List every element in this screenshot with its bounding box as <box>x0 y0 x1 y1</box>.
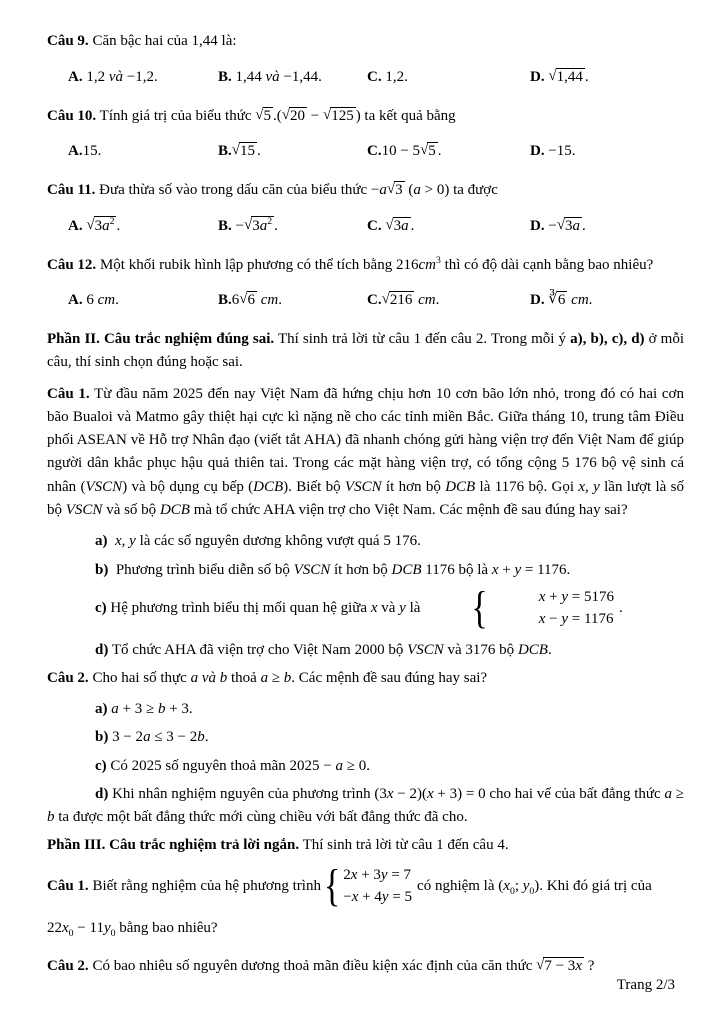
question-12-text: Một khối rubik hình lập phương có thể tích bằng $216cm^3$ thì có độ dài cạnh bằng bao nhiêu? <box>99 254 654 273</box>
question-11-label: Câu 11. <box>47 182 96 198</box>
question-10-text: Tính giá trị của biểu thức √5 .(√20 − √125 ) ta kết quả bằng <box>99 106 456 124</box>
statement-label: a) <box>95 700 108 717</box>
part1-multiple-choice <box>47 30 684 312</box>
option-b: B.6√6 cm. <box>218 291 282 308</box>
option-a: A. 6 cm. <box>68 292 119 308</box>
question-11-options <box>47 214 684 238</box>
part3-header-title: Phần III. Câu trắc nghiệm trả lời ngắn. <box>47 837 300 853</box>
option-c: C. 1,2. <box>367 68 408 85</box>
part2-true-false <box>47 328 684 828</box>
statement-text: Tổ chức AHA đã viện trợ cho Việt Nam 2000 bộ VSCN và 3176 bộ DCB. <box>111 641 552 658</box>
statement-end: . <box>619 600 623 617</box>
statement-a <box>47 530 684 553</box>
option-c: C.√216 cm. <box>367 291 440 308</box>
question-11 <box>47 179 684 202</box>
option-d: D. √1,44 . <box>530 67 589 85</box>
statement-b <box>47 559 684 582</box>
left-brace: { <box>323 861 341 912</box>
statement-label: d) <box>95 641 109 658</box>
question-9-label: Câu 9. <box>47 33 89 49</box>
statement-text: a + 3 ≥ b + 3. <box>111 700 193 717</box>
question-label: Câu 1. <box>47 385 90 402</box>
equation-1: x + y = 5176 <box>538 589 615 605</box>
question-text: Biết rằng nghiệm của hệ phương trình <box>92 878 321 895</box>
equation-1: 2x + 3y = 7 <box>343 867 412 884</box>
statement-label: c) <box>95 600 107 617</box>
equation-2: −x + 4y = 5 <box>343 889 413 905</box>
part2-header-instructions: Thí sinh trả lời từ câu 1 đến câu 2. Trong mỗi ý a), b), c), d) ở mỗi câu, thí sinh chọn đúng hoặc sai. <box>47 331 685 371</box>
question-10-options <box>47 139 684 163</box>
question-12-options <box>47 288 684 312</box>
statement-c <box>47 755 684 778</box>
option-a: A. 1,2 và −1,2. <box>68 68 158 85</box>
question-12 <box>47 254 684 277</box>
option-a: A. $√3a^2$ . <box>68 215 121 234</box>
statement-b <box>47 726 684 749</box>
statement-d <box>47 639 684 662</box>
question-label: Câu 2. <box>47 670 89 686</box>
equations <box>491 587 614 631</box>
statement-text: x, y là các số nguyên dương không vượt quá 5 176. <box>115 533 421 549</box>
option-b: B. $-√3a^2$ . <box>218 215 278 234</box>
part2-question-1 <box>47 383 684 523</box>
question-12-label: Câu 12. <box>47 256 97 273</box>
equations <box>343 865 412 909</box>
question-11-text: Đưa thừa số vào trong dấu căn của biểu thức −a√3 (a > 0) ta được <box>99 181 498 198</box>
question-label: Câu 2. <box>47 958 89 975</box>
statement-label: c) <box>95 757 107 774</box>
statement-text: Hệ phương trình biểu thị mối quan hệ giữa x và y là <box>110 600 421 617</box>
statement-text: Phương trình biểu diễn số bộ VSCN ít hơn bộ DCB 1176 bộ là x + y = 1176. <box>115 561 571 578</box>
option-c: C. √3a . <box>367 216 415 234</box>
option-c: C.10 − 5√5 . <box>367 142 442 159</box>
left-brace: { <box>471 583 488 634</box>
statement-a <box>47 698 684 721</box>
option-d: D. −15. <box>530 143 576 159</box>
question-10 <box>47 105 684 128</box>
question-text: Từ đầu năm 2025 đến nay Việt Nam đã hứng chịu hơn 10 cơn bão lớn nhỏ, trong đó có hai cơn bão Bualoi và Matmo gây thiệt hại cực kì nặng nề cho các tỉnh miền Bắc. Giữa tháng 10, trung tâm Điều phối ASEAN về Hỗ trợ Nhân đạo (viết tắt AHA) đã nhanh chóng gửi hàng viện trợ đến Việt Nam để giúp người dân khắc phục hậu quả thiên tai. Trong các mặt hàng viện trợ, có tổng cộng 5 176 bộ vệ sinh cá nhân (VSCN) và bộ dụng cụ bếp (DCB). Biết bộ VSCN ít hơn bộ DCB là 1176 bộ. Gọi x, y lần lượt là số bộ VSCN và số bộ DCB mà tổ chức AHA viện trợ cho Việt Nam. Các mệnh đề sau đúng hay sai? <box>47 385 685 518</box>
option-b: B. 1,44 và −1,44. <box>218 68 322 85</box>
question-9 <box>47 30 684 53</box>
question-text: Có bao nhiêu số nguyên dương thoả mãn điều kiện xác định của căn thức √7 − 3x ? <box>92 957 595 975</box>
equation-system <box>323 861 413 912</box>
equation-system <box>423 583 615 634</box>
part3-question-1 <box>47 861 684 912</box>
equation-2: x − y = 1176 <box>538 610 614 627</box>
statement-label: d) <box>95 786 109 802</box>
statement-d <box>47 783 684 828</box>
statement-text: Có 2025 số nguyên thoả mãn 2025 − a ≥ 0. <box>110 757 371 774</box>
part2-header <box>47 328 684 375</box>
part3-question-1-line2: $22x_0 - 11y_0$ bằng bao nhiêu? <box>47 919 218 939</box>
part2-header-title: Phần II. Câu trắc nghiệm đúng sai. <box>47 331 275 347</box>
question-10-label: Câu 10. <box>47 107 97 124</box>
question-9-options <box>47 65 684 89</box>
statement-label: b) <box>95 561 109 578</box>
part3-short-answer <box>47 834 684 978</box>
question-9-text: Căn bậc hai của 1,44 là: <box>92 33 237 49</box>
statement-label: b) <box>95 729 109 745</box>
question-text-continued: có nghiệm là ($x_0$; $y_0$). Khi đó giá trị của <box>417 878 652 898</box>
statement-text: Khi nhân nghiệm nguyên của phương trình (3x − 2)(x + 3) = 0 cho hai vế của bất đẳng thức a ≥ b ta được một bất đẳng thức mới cùng chiều với bất đẳng thức đã cho. <box>47 786 684 825</box>
part2-question-2 <box>47 667 684 690</box>
question-text: Cho hai số thực a và b thoả a ≥ b. Các mệnh đề sau đúng hay sai? <box>92 670 488 686</box>
page-number: Trang 2/3 <box>616 977 675 993</box>
option-a: A.15. <box>68 143 102 159</box>
statement-text: 3 − 2a ≤ 3 − 2b. <box>112 729 209 745</box>
statement-c <box>47 583 684 634</box>
statement-label: a) <box>95 533 108 549</box>
option-d: D. ∛6 cm. <box>530 291 593 308</box>
option-b: B.√15 . <box>218 142 261 159</box>
option-d: D. −√3a . <box>530 216 586 234</box>
question-label: Câu 1. <box>47 878 89 895</box>
part3-question-2 <box>47 955 684 978</box>
part3-header-instructions: Thí sinh trả lời từ câu 1 đến câu 4. <box>302 837 509 853</box>
part3-header <box>47 834 684 857</box>
